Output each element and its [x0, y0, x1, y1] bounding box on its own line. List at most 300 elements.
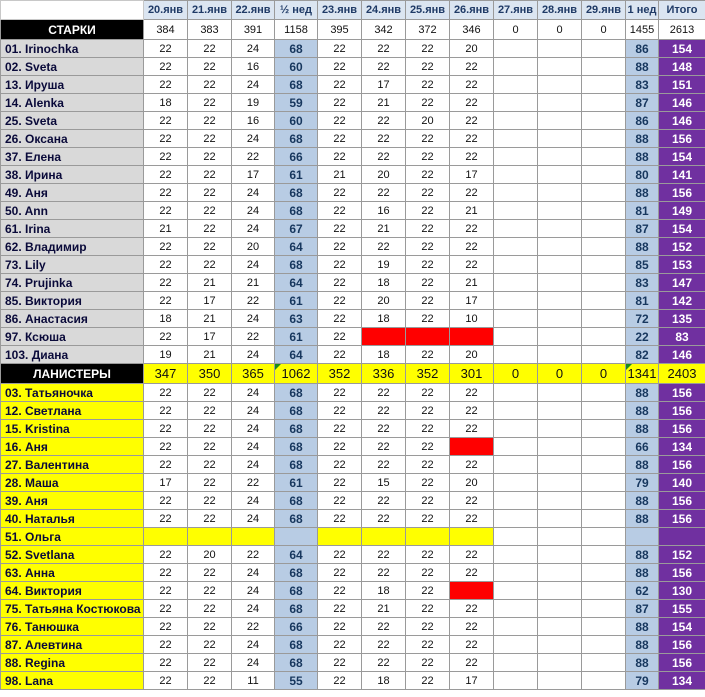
score-cell[interactable]: 22 — [318, 456, 362, 474]
score-cell[interactable] — [582, 672, 626, 690]
score-cell[interactable] — [494, 420, 538, 438]
score-cell[interactable]: 68 — [275, 202, 318, 220]
score-cell[interactable]: 64 — [275, 238, 318, 256]
score-cell[interactable]: 156 — [659, 564, 705, 582]
team-total-cell[interactable]: 0 — [538, 20, 582, 40]
score-cell[interactable] — [538, 130, 582, 148]
score-cell[interactable]: 22 — [450, 546, 494, 564]
score-cell[interactable]: 22 — [188, 256, 232, 274]
score-cell[interactable]: 22 — [232, 546, 275, 564]
score-cell[interactable]: 68 — [275, 636, 318, 654]
score-cell[interactable]: 140 — [659, 474, 705, 492]
score-cell[interactable]: 22 — [406, 346, 450, 364]
score-cell[interactable] — [494, 274, 538, 292]
score-cell[interactable]: 24 — [232, 40, 275, 58]
score-cell[interactable]: 134 — [659, 438, 705, 456]
score-cell[interactable]: 130 — [659, 582, 705, 600]
score-cell[interactable] — [582, 130, 626, 148]
score-cell[interactable]: 22 — [450, 58, 494, 76]
score-cell[interactable]: 22 — [144, 292, 188, 310]
score-cell[interactable]: 22 — [450, 130, 494, 148]
score-cell[interactable]: 55 — [275, 672, 318, 690]
player-name[interactable]: 39. Аня — [1, 492, 144, 510]
column-header[interactable]: Итого — [659, 1, 705, 20]
score-cell[interactable]: 22 — [318, 274, 362, 292]
score-cell[interactable]: 22 — [232, 474, 275, 492]
score-cell[interactable]: 86 — [626, 40, 659, 58]
score-cell[interactable]: 68 — [275, 384, 318, 402]
score-cell[interactable]: 59 — [275, 94, 318, 112]
score-cell[interactable] — [582, 274, 626, 292]
score-cell[interactable]: 18 — [362, 672, 406, 690]
score-cell[interactable]: 61 — [275, 328, 318, 346]
team-total-cell[interactable]: 391 — [232, 20, 275, 40]
score-cell[interactable]: 22 — [188, 40, 232, 58]
score-cell[interactable] — [494, 112, 538, 130]
player-name[interactable]: 38. Ирина — [1, 166, 144, 184]
score-cell[interactable]: 17 — [144, 474, 188, 492]
score-cell[interactable] — [494, 456, 538, 474]
score-cell[interactable]: 22 — [362, 420, 406, 438]
score-cell[interactable]: 24 — [232, 492, 275, 510]
score-cell[interactable] — [582, 328, 626, 346]
score-cell[interactable]: 22 — [188, 166, 232, 184]
player-name[interactable]: 25. Sveta — [1, 112, 144, 130]
score-cell[interactable] — [582, 654, 626, 672]
score-cell[interactable] — [494, 94, 538, 112]
score-cell[interactable]: 22 — [406, 636, 450, 654]
score-cell[interactable]: 88 — [626, 564, 659, 582]
score-cell[interactable] — [494, 292, 538, 310]
score-cell[interactable] — [582, 564, 626, 582]
score-cell[interactable]: 16 — [362, 202, 406, 220]
score-cell[interactable]: 20 — [450, 40, 494, 58]
score-cell[interactable]: 22 — [318, 76, 362, 94]
score-cell[interactable]: 22 — [450, 384, 494, 402]
score-cell[interactable]: 154 — [659, 618, 705, 636]
score-cell[interactable]: 24 — [232, 510, 275, 528]
score-cell[interactable]: 22 — [318, 238, 362, 256]
team-total-cell[interactable]: 0 — [582, 364, 626, 384]
score-cell[interactable]: 88 — [626, 546, 659, 564]
score-cell[interactable]: 22 — [406, 40, 450, 58]
score-cell[interactable] — [494, 328, 538, 346]
score-cell[interactable]: 61 — [275, 292, 318, 310]
score-cell[interactable] — [538, 310, 582, 328]
score-cell[interactable]: 22 — [450, 76, 494, 94]
score-cell[interactable]: 68 — [275, 184, 318, 202]
score-cell[interactable]: 22 — [362, 492, 406, 510]
score-cell[interactable]: 22 — [362, 546, 406, 564]
score-cell[interactable]: 152 — [659, 238, 705, 256]
score-cell[interactable]: 22 — [144, 564, 188, 582]
score-cell[interactable]: 10 — [450, 310, 494, 328]
score-cell[interactable]: 21 — [188, 346, 232, 364]
team-total-cell[interactable]: 395 — [318, 20, 362, 40]
score-cell[interactable]: 88 — [626, 420, 659, 438]
score-cell[interactable] — [582, 474, 626, 492]
score-cell[interactable]: 22 — [232, 292, 275, 310]
score-cell[interactable]: 142 — [659, 292, 705, 310]
score-cell[interactable]: 86 — [626, 112, 659, 130]
team-total-cell[interactable]: 1062 — [275, 364, 318, 384]
player-name[interactable]: 50. Ann — [1, 202, 144, 220]
score-cell[interactable]: 22 — [362, 564, 406, 582]
score-cell[interactable]: 21 — [318, 166, 362, 184]
score-cell[interactable]: 148 — [659, 58, 705, 76]
score-cell[interactable] — [582, 618, 626, 636]
score-cell[interactable]: 134 — [659, 672, 705, 690]
score-cell[interactable]: 22 — [406, 310, 450, 328]
score-cell[interactable]: 22 — [188, 564, 232, 582]
score-cell[interactable] — [362, 328, 406, 346]
score-cell[interactable] — [582, 420, 626, 438]
score-cell[interactable]: 22 — [362, 184, 406, 202]
score-cell[interactable]: 61 — [275, 474, 318, 492]
score-cell[interactable]: 22 — [406, 618, 450, 636]
player-name[interactable]: 97. Ксюша — [1, 328, 144, 346]
score-cell[interactable]: 156 — [659, 456, 705, 474]
score-cell[interactable]: 22 — [450, 238, 494, 256]
score-cell[interactable] — [582, 636, 626, 654]
score-cell[interactable]: 17 — [450, 166, 494, 184]
score-cell[interactable]: 68 — [275, 510, 318, 528]
player-name[interactable]: 16. Аня — [1, 438, 144, 456]
score-cell[interactable]: 22 — [318, 564, 362, 582]
team-total-cell[interactable]: 0 — [494, 20, 538, 40]
score-cell[interactable] — [582, 148, 626, 166]
score-cell[interactable]: 22 — [144, 58, 188, 76]
column-header[interactable]: 25.янв — [406, 1, 450, 20]
player-name[interactable]: 12. Светлана — [1, 402, 144, 420]
score-cell[interactable] — [538, 256, 582, 274]
player-name[interactable]: 62. Владимир — [1, 238, 144, 256]
column-header[interactable]: 23.янв — [318, 1, 362, 20]
team-total-cell[interactable]: 336 — [362, 364, 406, 384]
score-cell[interactable]: 24 — [232, 346, 275, 364]
score-cell[interactable]: 22 — [318, 256, 362, 274]
score-cell[interactable] — [494, 76, 538, 94]
score-cell[interactable]: 88 — [626, 238, 659, 256]
score-cell[interactable]: 22 — [318, 292, 362, 310]
score-cell[interactable]: 22 — [362, 238, 406, 256]
player-name[interactable]: 02. Sveta — [1, 58, 144, 76]
score-cell[interactable]: 60 — [275, 58, 318, 76]
score-cell[interactable]: 22 — [362, 618, 406, 636]
score-cell[interactable]: 22 — [318, 420, 362, 438]
score-cell[interactable]: 22 — [406, 292, 450, 310]
score-cell[interactable] — [538, 636, 582, 654]
score-cell[interactable] — [494, 492, 538, 510]
score-cell[interactable]: 24 — [232, 600, 275, 618]
score-cell[interactable]: 22 — [188, 510, 232, 528]
score-cell[interactable] — [582, 220, 626, 238]
score-cell[interactable]: 152 — [659, 546, 705, 564]
score-cell[interactable] — [582, 76, 626, 94]
score-cell[interactable] — [582, 238, 626, 256]
score-cell[interactable] — [494, 636, 538, 654]
score-cell[interactable]: 79 — [626, 474, 659, 492]
team-total-cell[interactable]: 1455 — [626, 20, 659, 40]
score-cell[interactable] — [494, 256, 538, 274]
score-cell[interactable] — [538, 166, 582, 184]
team-total-cell[interactable]: 384 — [144, 20, 188, 40]
score-cell[interactable]: 22 — [318, 94, 362, 112]
score-cell[interactable]: 22 — [362, 148, 406, 166]
score-cell[interactable]: 22 — [362, 510, 406, 528]
score-cell[interactable] — [659, 528, 705, 546]
score-cell[interactable]: 22 — [144, 582, 188, 600]
score-cell[interactable]: 22 — [144, 420, 188, 438]
score-cell[interactable]: 11 — [232, 672, 275, 690]
score-cell[interactable]: 88 — [626, 402, 659, 420]
score-cell[interactable]: 156 — [659, 184, 705, 202]
score-cell[interactable] — [538, 76, 582, 94]
score-cell[interactable]: 20 — [362, 292, 406, 310]
score-cell[interactable]: 19 — [362, 256, 406, 274]
score-cell[interactable]: 155 — [659, 600, 705, 618]
score-cell[interactable]: 22 — [362, 438, 406, 456]
score-cell[interactable]: 22 — [144, 600, 188, 618]
score-cell[interactable] — [538, 492, 582, 510]
score-cell[interactable]: 22 — [406, 474, 450, 492]
score-cell[interactable]: 22 — [450, 420, 494, 438]
score-cell[interactable]: 19 — [232, 94, 275, 112]
score-cell[interactable]: 22 — [144, 618, 188, 636]
score-cell[interactable]: 67 — [275, 220, 318, 238]
score-cell[interactable]: 68 — [275, 456, 318, 474]
score-cell[interactable]: 22 — [188, 384, 232, 402]
score-cell[interactable]: 154 — [659, 220, 705, 238]
score-cell[interactable]: 24 — [232, 420, 275, 438]
score-cell[interactable]: 22 — [450, 220, 494, 238]
score-cell[interactable] — [494, 346, 538, 364]
team-total-cell[interactable]: 2403 — [659, 364, 705, 384]
column-header[interactable]: 22.янв — [232, 1, 275, 20]
score-cell[interactable]: 22 — [144, 148, 188, 166]
score-cell[interactable]: 22 — [144, 510, 188, 528]
score-cell[interactable]: 20 — [406, 112, 450, 130]
score-cell[interactable] — [538, 112, 582, 130]
score-cell[interactable] — [538, 510, 582, 528]
score-cell[interactable]: 68 — [275, 420, 318, 438]
score-cell[interactable] — [582, 492, 626, 510]
score-cell[interactable]: 22 — [406, 492, 450, 510]
score-cell[interactable] — [582, 438, 626, 456]
score-cell[interactable] — [582, 184, 626, 202]
score-cell[interactable]: 87 — [626, 600, 659, 618]
score-cell[interactable]: 88 — [626, 184, 659, 202]
score-cell[interactable]: 22 — [144, 384, 188, 402]
score-cell[interactable]: 22 — [406, 672, 450, 690]
score-cell[interactable]: 20 — [450, 474, 494, 492]
score-cell[interactable]: 22 — [450, 618, 494, 636]
score-cell[interactable]: 68 — [275, 256, 318, 274]
score-cell[interactable]: 68 — [275, 130, 318, 148]
score-cell[interactable]: 63 — [275, 310, 318, 328]
score-cell[interactable]: 66 — [275, 618, 318, 636]
score-cell[interactable]: 21 — [188, 310, 232, 328]
score-cell[interactable] — [538, 58, 582, 76]
score-cell[interactable]: 22 — [318, 672, 362, 690]
score-cell[interactable]: 22 — [406, 202, 450, 220]
score-cell[interactable] — [538, 420, 582, 438]
score-cell[interactable]: 88 — [626, 510, 659, 528]
score-cell[interactable] — [494, 546, 538, 564]
score-cell[interactable] — [538, 94, 582, 112]
score-cell[interactable] — [538, 402, 582, 420]
score-cell[interactable]: 22 — [144, 274, 188, 292]
score-cell[interactable]: 68 — [275, 492, 318, 510]
column-header[interactable]: 26.янв — [450, 1, 494, 20]
score-cell[interactable]: 18 — [362, 582, 406, 600]
score-cell[interactable]: 68 — [275, 402, 318, 420]
score-cell[interactable]: 22 — [318, 112, 362, 130]
score-cell[interactable]: 22 — [188, 202, 232, 220]
score-cell[interactable]: 20 — [188, 546, 232, 564]
score-cell[interactable] — [450, 528, 494, 546]
score-cell[interactable]: 61 — [275, 166, 318, 184]
team-total-cell[interactable]: 0 — [538, 364, 582, 384]
score-cell[interactable]: 80 — [626, 166, 659, 184]
score-cell[interactable] — [582, 402, 626, 420]
score-cell[interactable]: 22 — [450, 112, 494, 130]
score-cell[interactable] — [582, 292, 626, 310]
score-cell[interactable]: 82 — [626, 346, 659, 364]
score-cell[interactable]: 22 — [318, 346, 362, 364]
player-name[interactable]: 85. Виктория — [1, 292, 144, 310]
score-cell[interactable]: 64 — [275, 274, 318, 292]
score-cell[interactable]: 88 — [626, 492, 659, 510]
score-cell[interactable]: 22 — [450, 94, 494, 112]
score-cell[interactable]: 22 — [318, 58, 362, 76]
score-cell[interactable]: 16 — [232, 112, 275, 130]
team-total-cell[interactable]: 1341 — [626, 364, 659, 384]
score-cell[interactable]: 17 — [450, 672, 494, 690]
score-cell[interactable]: 22 — [188, 438, 232, 456]
score-cell[interactable] — [538, 184, 582, 202]
score-cell[interactable]: 22 — [188, 582, 232, 600]
score-cell[interactable]: 22 — [406, 148, 450, 166]
player-name[interactable]: 87. Алевтина — [1, 636, 144, 654]
column-header[interactable]: 24.янв — [362, 1, 406, 20]
score-cell[interactable]: 17 — [450, 292, 494, 310]
team-total-cell[interactable]: 2613 — [659, 20, 705, 40]
score-cell[interactable]: 66 — [275, 148, 318, 166]
player-name[interactable]: 49. Аня — [1, 184, 144, 202]
player-name[interactable]: 76. Танюшка — [1, 618, 144, 636]
score-cell[interactable]: 154 — [659, 40, 705, 58]
score-cell[interactable] — [406, 528, 450, 546]
column-header[interactable]: 29.янв — [582, 1, 626, 20]
score-cell[interactable]: 22 — [362, 636, 406, 654]
score-cell[interactable]: 15 — [362, 474, 406, 492]
score-cell[interactable] — [538, 148, 582, 166]
score-cell[interactable] — [582, 528, 626, 546]
score-cell[interactable] — [582, 310, 626, 328]
score-cell[interactable]: 22 — [144, 456, 188, 474]
score-cell[interactable] — [494, 310, 538, 328]
score-cell[interactable] — [538, 274, 582, 292]
player-name[interactable]: 63. Анна — [1, 564, 144, 582]
score-cell[interactable]: 17 — [362, 76, 406, 94]
score-cell[interactable]: 153 — [659, 256, 705, 274]
score-cell[interactable] — [582, 346, 626, 364]
score-cell[interactable]: 22 — [318, 546, 362, 564]
score-cell[interactable] — [582, 40, 626, 58]
player-name[interactable]: 14. Alenka — [1, 94, 144, 112]
score-cell[interactable]: 22 — [362, 130, 406, 148]
score-cell[interactable] — [494, 564, 538, 582]
player-name[interactable]: 88. Regina — [1, 654, 144, 672]
score-cell[interactable] — [362, 528, 406, 546]
score-cell[interactable]: 18 — [144, 310, 188, 328]
score-cell[interactable]: 22 — [362, 112, 406, 130]
score-cell[interactable]: 21 — [232, 274, 275, 292]
player-name[interactable]: 28. Маша — [1, 474, 144, 492]
column-header[interactable]: 28.янв — [538, 1, 582, 20]
score-cell[interactable]: 22 — [406, 130, 450, 148]
score-cell[interactable]: 22 — [406, 76, 450, 94]
score-cell[interactable]: 68 — [275, 40, 318, 58]
score-cell[interactable]: 22 — [318, 510, 362, 528]
score-cell[interactable]: 22 — [188, 402, 232, 420]
team-name[interactable]: ЛАНИСТЕРЫ — [1, 364, 144, 384]
score-cell[interactable]: 22 — [188, 420, 232, 438]
score-cell[interactable]: 88 — [626, 456, 659, 474]
score-cell[interactable]: 22 — [450, 148, 494, 166]
score-cell[interactable]: 18 — [144, 94, 188, 112]
score-cell[interactable]: 24 — [232, 76, 275, 94]
score-cell[interactable]: 22 — [362, 40, 406, 58]
player-name[interactable]: 73. Lily — [1, 256, 144, 274]
score-cell[interactable] — [582, 94, 626, 112]
score-cell[interactable]: 22 — [406, 510, 450, 528]
score-cell[interactable]: 22 — [188, 58, 232, 76]
score-cell[interactable]: 22 — [450, 456, 494, 474]
player-name[interactable]: 27. Валентина — [1, 456, 144, 474]
player-name[interactable]: 26. Оксана — [1, 130, 144, 148]
score-cell[interactable]: 21 — [450, 202, 494, 220]
score-cell[interactable]: 24 — [232, 130, 275, 148]
team-total-cell[interactable]: 372 — [406, 20, 450, 40]
score-cell[interactable]: 24 — [232, 220, 275, 238]
score-cell[interactable]: 22 — [144, 76, 188, 94]
corner-cell[interactable] — [1, 1, 144, 20]
score-cell[interactable]: 87 — [626, 94, 659, 112]
score-cell[interactable]: 21 — [362, 220, 406, 238]
player-name[interactable]: 103. Диана — [1, 346, 144, 364]
score-cell[interactable]: 22 — [406, 274, 450, 292]
score-cell[interactable]: 21 — [362, 600, 406, 618]
score-cell[interactable]: 21 — [144, 220, 188, 238]
score-cell[interactable] — [582, 58, 626, 76]
score-cell[interactable]: 22 — [450, 510, 494, 528]
score-cell[interactable]: 24 — [232, 438, 275, 456]
score-cell[interactable] — [538, 564, 582, 582]
score-cell[interactable]: 22 — [188, 636, 232, 654]
score-cell[interactable]: 22 — [188, 672, 232, 690]
score-cell[interactable]: 68 — [275, 600, 318, 618]
score-cell[interactable] — [582, 600, 626, 618]
score-cell[interactable]: 24 — [232, 636, 275, 654]
score-cell[interactable]: 22 — [188, 220, 232, 238]
player-name[interactable]: 51. Ольга — [1, 528, 144, 546]
score-cell[interactable]: 22 — [232, 618, 275, 636]
score-cell[interactable]: 135 — [659, 310, 705, 328]
score-cell[interactable] — [582, 456, 626, 474]
score-cell[interactable]: 22 — [406, 402, 450, 420]
